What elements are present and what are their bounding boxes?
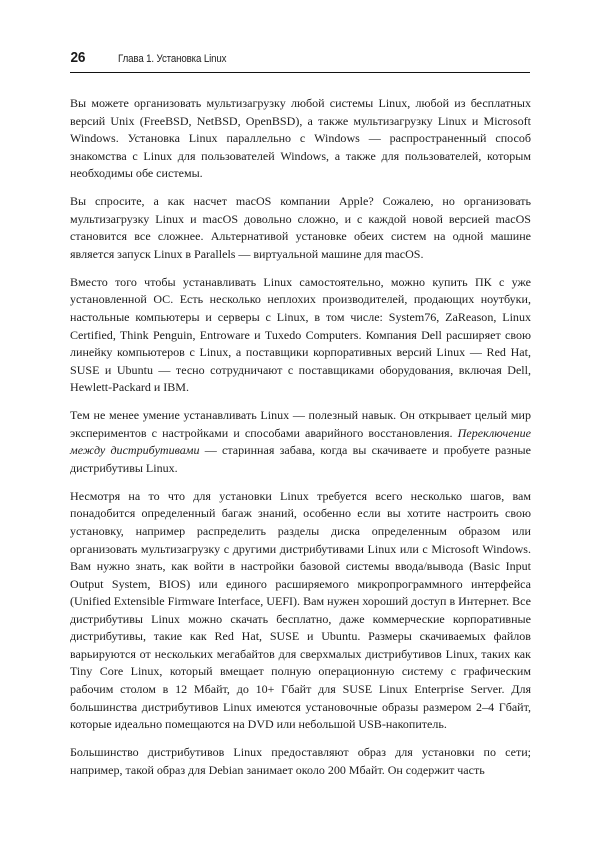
text-run: Вы спросите, а как насчет macOS компании Apple? Сожалею, но организовать мультизагрузку Linux и macOS довольно сложно, и с каждой новой версией macOS становится все сложнее. Альтернативой установке обеих систем на одной машине является запуск Linux в Parallels — виртуальной машине для macOS.	[70, 194, 531, 261]
page-number: 26	[70, 50, 86, 66]
paragraph-requirements	[70, 488, 531, 734]
paragraph-preinstalled-pc	[70, 274, 531, 397]
emphasized-text: Переключение между дистрибутивами	[70, 425, 531, 458]
text-run: Несмотря на то что для установки Linux требуется всего несколько шагов, вам понадобится определенный багаж знаний, особенно если вы хотите настроить свою установку, например распределить разделы диска определенным образом или организовать мультизагрузку с другими дистрибутивами Linux или с Microsoft Windows. Вам нужно знать, как войти в настройки базовой системы ввода/вывода (Basic Input Output System, BIOS) или единого расширяемого микропрограммного интерфейса (Unified Extensible Firmware Interface, UEFI). Вам нужен хороший доступ в Интернет. Все дистрибутивы Linux можно скачать бесплатно, даже коммерческие корпоративные дистрибутивы, такие как Red Hat, SUSE и Ubuntu. Размеры скачиваемых файлов варьируются от нескольких мегабайтов для сверхмалых дистрибутивов Linux, таких как Tiny Core Linux, который вмещает полную операционную систему с графическим рабочим столом в 12 Мбайт, до 10+ Гбайт для SUSE Linux Enterprise Server. Для большинства дистрибутивов Linux имеются установочные образы размером 2–4 Гбайт, которые идеально помещаются на DVD или небольшой USB-накопитель.	[70, 488, 531, 732]
paragraph-distro-hopping	[70, 407, 531, 477]
text-run: — старинная забава, когда вы скачиваете и пробуете разные дистрибутивы Linux.	[70, 443, 531, 475]
text-run: Вместо того чтобы устанавливать Linux самостоятельно, можно купить ПК с уже установленной ОС. Есть несколько неплохих производителей, продающих ноутбуки, настольные компьютеры и серверы с Linux, в том числе: System76, ZaReason, Linux Certified, Think Penguin, Entroware и Tuxedo Computers. Компания Dell расширяет свою линейку компьютеров с Linux, а поставщики корпоративных версий Linux — Red Hat, SUSE и Ubuntu — тесно сотрудничают с поставщиками оборудования, включая Dell, Hewlett-Packard и IBM.	[70, 274, 531, 395]
text-run: Большинство дистрибутивов Linux предоставляют образ для установки по сети; например, такой образ для Debian занимает около 200 Мбайт. Он содержит часть	[70, 745, 531, 777]
running-head	[70, 50, 530, 68]
text-run: Тем не менее умение устанавливать Linux — полезный навык. Он открывает целый мир экспериментов с настройками и способами аварийного восстановления.	[70, 408, 531, 440]
header-divider	[70, 72, 530, 73]
paragraph-multiboot-intro	[70, 95, 531, 183]
chapter-title: Глава 1. Установка Linux	[117, 53, 227, 65]
paragraph-macos	[70, 193, 531, 263]
text-run: Вы можете организовать мультизагрузку любой системы Linux, любой из бесплатных версий Unix (FreeBSD, NetBSD, OpenBSD), а также мультизагрузку Linux и Microsoft Windows. Установка Linux параллельно с Windows — распространенный способ знакомства с Linux для пользователей Windows, а также для пользователей, которым необходимы обе системы.	[70, 96, 531, 181]
paragraph-network-install	[70, 744, 531, 779]
body-text-column	[70, 95, 531, 779]
